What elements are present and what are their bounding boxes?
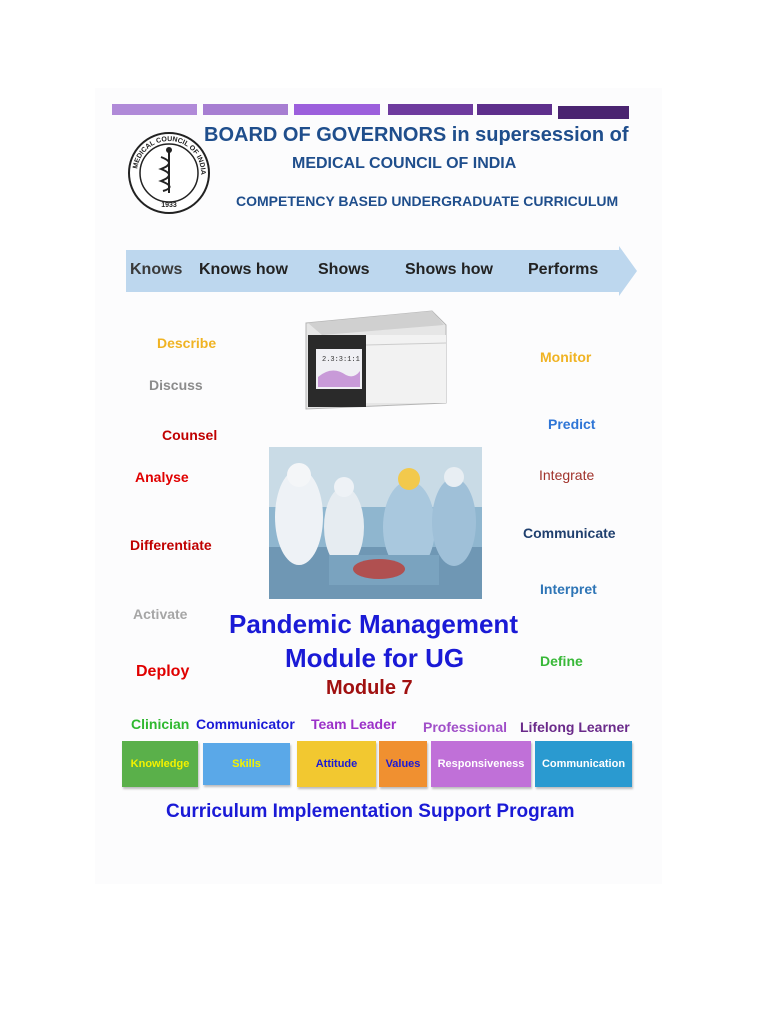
verb-communicate: Communicate [523, 525, 616, 541]
module-title-line1: Pandemic Management [229, 609, 518, 639]
ppe-team-image [269, 447, 482, 599]
mci-seal-logo [127, 131, 211, 215]
svg-text:MEDICAL COUNCIL OF INDIA: MEDICAL COUNCIL OF INDIA [132, 135, 207, 175]
top-bar-3 [294, 104, 380, 115]
attribute-values: Values [379, 741, 427, 787]
verb-differentiate: Differentiate [130, 537, 212, 553]
role-team-leader: Team Leader [311, 716, 397, 732]
attribute-attitude: Attitude [297, 741, 376, 787]
verb-describe: Describe [157, 335, 217, 351]
stage-arrow-head [619, 246, 637, 296]
stage-performs: Performs [528, 261, 599, 278]
role-lifelong-learner: Lifelong Learner [520, 719, 630, 735]
role-professional: Professional [423, 719, 508, 735]
stage-knows: Knows [130, 261, 183, 278]
verb-counsel: Counsel [162, 427, 218, 443]
attribute-responsiveness: Responsiveness [431, 741, 531, 787]
footer-program: Curriculum Implementation Support Program [166, 801, 575, 822]
svg-text:1933: 1933 [161, 202, 177, 209]
pcr-machine-image [292, 305, 450, 415]
top-bar-4 [388, 104, 473, 115]
module-title-line2: Module for UG [285, 643, 465, 673]
attribute-knowledge: Knowledge [122, 741, 198, 787]
header-subtitle: MEDICAL COUNCIL OF INDIA [292, 155, 517, 172]
top-bar-2 [203, 104, 288, 115]
verb-interpret: Interpret [540, 581, 597, 597]
svg-text:2.3:3:1:1: 2.3:3:1:1 [322, 356, 360, 364]
verb-define: Define [540, 653, 583, 669]
top-bar-6 [558, 106, 629, 119]
verb-predict: Predict [548, 416, 596, 432]
verb-discuss: Discuss [149, 377, 203, 393]
role-clinician: Clinician [131, 716, 190, 732]
module-number: Module 7 [326, 677, 413, 699]
attribute-skills: Skills [203, 743, 290, 785]
verb-integrate: Integrate [539, 467, 595, 483]
verb-activate: Activate [133, 606, 188, 622]
top-bar-1 [112, 104, 197, 115]
top-bar-5 [477, 104, 552, 115]
header-curriculum: COMPETENCY BASED UNDERGRADUATE CURRICULUM [236, 193, 619, 209]
verb-analyse: Analyse [135, 469, 189, 485]
header-title: BOARD OF GOVERNORS in supersession of [204, 124, 629, 146]
verb-monitor: Monitor [540, 349, 592, 365]
stage-shows: Shows [318, 261, 370, 278]
attribute-communication: Communication [535, 741, 632, 787]
stage-shows-how: Shows how [405, 261, 493, 278]
verb-deploy: Deploy [136, 663, 190, 680]
role-communicator: Communicator [196, 716, 295, 732]
stage-knows-how: Knows how [199, 261, 288, 278]
